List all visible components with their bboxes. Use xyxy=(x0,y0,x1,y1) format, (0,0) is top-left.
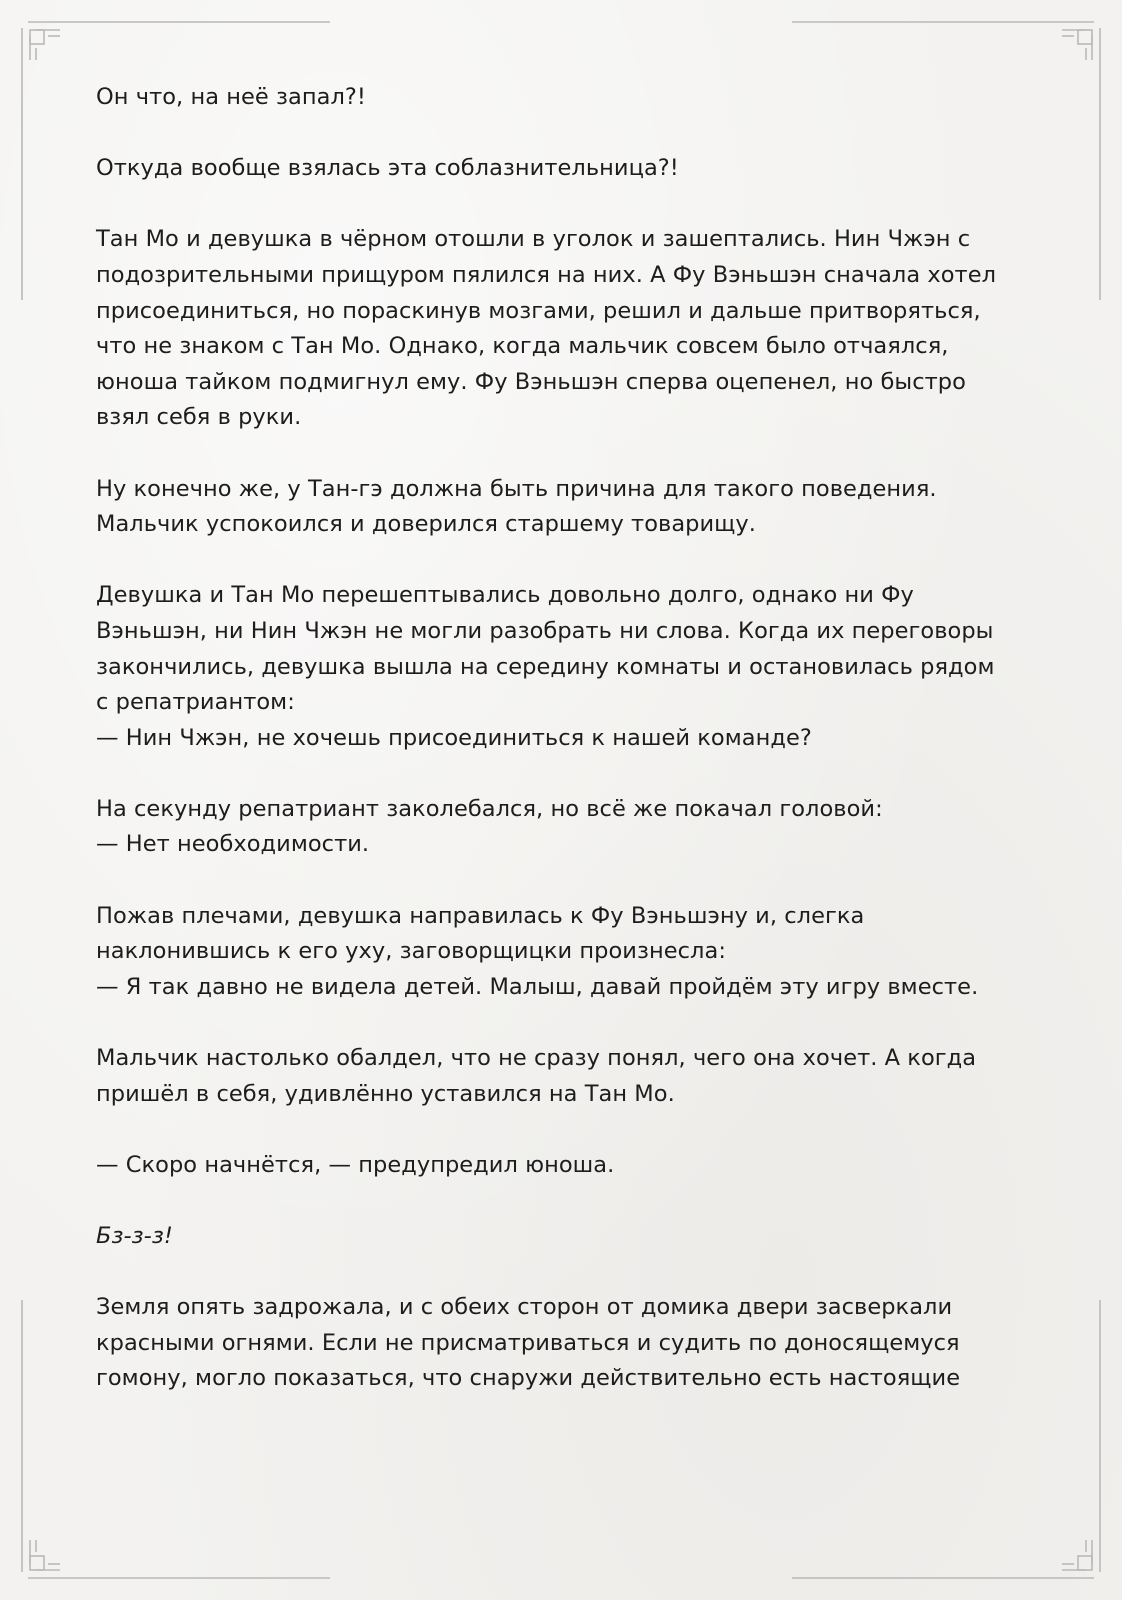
text-line: Мальчик настолько обалдел, что не сразу понял, чего она хочет. А когда xyxy=(96,1045,977,1072)
paragraph-4 xyxy=(96,472,1036,543)
text-line: Он что, на неё запал?! xyxy=(96,84,366,110)
text-line: наклонившись к его уху, заговорщицки произнесла: xyxy=(96,938,726,965)
text-line: Бз-з-з! xyxy=(96,1223,173,1249)
text-line: Земля опять задрожала, и с обеих сторон от домика двери засверкали xyxy=(96,1294,953,1321)
text-line: Мальчик успокоился и доверился старшему товарищу. xyxy=(96,511,756,538)
text-line: Девушка и Тан Мо перешептывались довольно долго, однако ни Фу xyxy=(96,582,914,609)
text-line: присоединиться, но пораскинув мозгами, решил и дальше притворяться, xyxy=(96,297,981,324)
body-text xyxy=(96,80,1036,1433)
text-line: с репатриантом: xyxy=(96,689,295,716)
paragraph-5 xyxy=(96,578,1036,756)
paragraph-8 xyxy=(96,1041,1036,1112)
paragraph-7 xyxy=(96,899,1036,1006)
text-line: — Нин Чжэн, не хочешь присоединиться к нашей команде? xyxy=(96,724,812,751)
text-line: красными огнями. Если не присматриваться и судить по доносящемуся xyxy=(96,1329,960,1356)
text-line: юноша тайком подмигнул ему. Фу Вэньшэн сперва оцепенел, но быстро xyxy=(96,368,966,395)
paragraph-1 xyxy=(96,80,1036,116)
text-line: подозрительными прищуром пялился на них. А Фу Вэньшэн сначала хотел xyxy=(96,261,997,288)
text-line: взял себя в руки. xyxy=(96,404,302,431)
text-line: гомону, могло показаться, что снаружи действительно есть настоящие xyxy=(96,1365,961,1392)
paragraph-3 xyxy=(96,222,1036,436)
text-line: что не знаком с Тан Мо. Однако, когда мальчик совсем было отчаялся, xyxy=(96,333,949,360)
paragraph-10-sound-effect xyxy=(96,1219,1036,1255)
text-line: Вэньшэн, ни Нин Чжэн не могли разобрать ни слова. Когда их переговоры xyxy=(96,617,994,644)
text-line: закончились, девушка вышла на середину комнаты и остановилась рядом xyxy=(96,653,995,680)
text-line: На секунду репатриант заколебался, но всё же покачал головой: xyxy=(96,795,883,822)
paragraph-6 xyxy=(96,792,1036,863)
text-line: пришёл в себя, удивлённо уставился на Тан Мо. xyxy=(96,1080,675,1107)
text-line: — Нет необходимости. xyxy=(96,831,370,858)
paragraph-11 xyxy=(96,1290,1036,1397)
paragraph-2 xyxy=(96,151,1036,187)
text-line: Ну конечно же, у Тан-гэ должна быть причина для такого поведения. xyxy=(96,475,937,502)
text-line: — Я так давно не видела детей. Малыш, давай пройдём эту игру вместе. xyxy=(96,973,979,1000)
text-line: — Скоро начнётся, — предупредил юноша. xyxy=(96,1151,615,1178)
text-line: Пожав плечами, девушка направилась к Фу Вэньшэну и, слегка xyxy=(96,902,865,929)
text-line: Тан Мо и девушка в чёрном отошли в уголок и зашептались. Нин Чжэн с xyxy=(96,226,971,253)
text-line: Откуда вообще взялась эта соблазнительница?! xyxy=(96,155,679,182)
paragraph-9 xyxy=(96,1148,1036,1184)
